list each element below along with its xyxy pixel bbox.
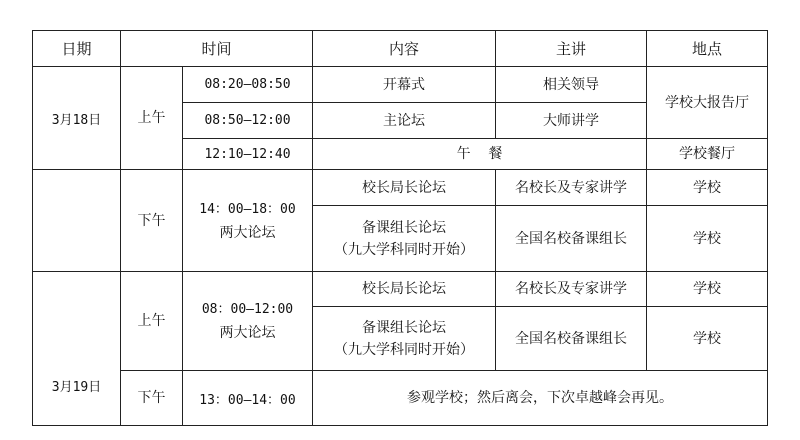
day2-forum2-sub: （九大学科同时开始）	[334, 341, 474, 358]
day2-forum1-speaker: 名校长及专家讲学	[495, 271, 647, 307]
day2-morning-session: 两大论坛	[219, 325, 276, 341]
day1-forum1-content: 校长局长论坛	[312, 169, 496, 206]
header-content: 内容	[312, 30, 496, 67]
day1-slot3-time: 12:10—12:40	[182, 138, 313, 170]
day1-slot2-speaker: 大师讲学	[495, 102, 647, 139]
day2-morning-label: 上午	[120, 271, 183, 371]
day2-morning-time-text: 08：00—12:00	[201, 302, 294, 317]
day1-slot1-time: 08:20—08:50	[182, 66, 313, 103]
day1-afternoon-time-text: 14：00—18：00	[199, 201, 296, 217]
day1-forum1-speaker: 名校长及专家讲学	[495, 169, 647, 206]
day1-date: 3月18日	[32, 66, 121, 170]
day1-forum1-place: 学校	[646, 169, 768, 206]
day2-forum2-content	[312, 306, 496, 371]
day1-morning-label: 上午	[120, 66, 183, 170]
day1-afternoon-time	[182, 169, 313, 272]
header-place: 地点	[646, 30, 768, 67]
day1-slot1-speaker: 相关领导	[495, 66, 647, 103]
day2-closing-text: 参观学校；然后离会，下次卓越峰会再见。	[312, 370, 768, 426]
day1-lunch: 午 餐	[312, 138, 647, 170]
day2-date: 3月19日	[32, 271, 121, 426]
header-date: 日期	[32, 30, 121, 67]
day2-forum1-place: 学校	[646, 271, 768, 307]
day2-afternoon-time: 13：00—14：00	[182, 370, 313, 426]
day1-lunch-place: 学校餐厅	[646, 138, 768, 170]
day1-slot2-content: 主论坛	[312, 102, 496, 139]
day1-date-continued	[32, 169, 121, 272]
day1-forum2-sub: （九大学科同时开始）	[334, 241, 474, 258]
day2-forum1-content: 校长局长论坛	[312, 271, 496, 307]
day1-slot2-time: 08:50—12:00	[182, 102, 313, 139]
day1-forum2-speaker: 全国名校备课组长	[495, 205, 647, 272]
day1-slot1-content: 开幕式	[312, 66, 496, 103]
day1-morning-place: 学校大报告厅	[646, 66, 768, 139]
day2-afternoon-label: 下午	[120, 370, 183, 426]
header-time: 时间	[120, 30, 313, 67]
day1-forum2-content	[312, 205, 496, 272]
day2-morning-time	[182, 271, 313, 371]
day2-forum2-place: 学校	[646, 306, 768, 371]
day1-afternoon-session: 两大论坛	[219, 224, 276, 241]
day1-forum2-place: 学校	[646, 205, 768, 272]
day1-afternoon-label: 下午	[120, 169, 183, 272]
day1-forum2-title: 备课组长论坛	[362, 219, 446, 236]
header-speaker: 主讲	[495, 30, 647, 67]
day2-forum2-title: 备课组长论坛	[362, 319, 446, 336]
day2-forum2-speaker: 全国名校备课组长	[495, 306, 647, 371]
